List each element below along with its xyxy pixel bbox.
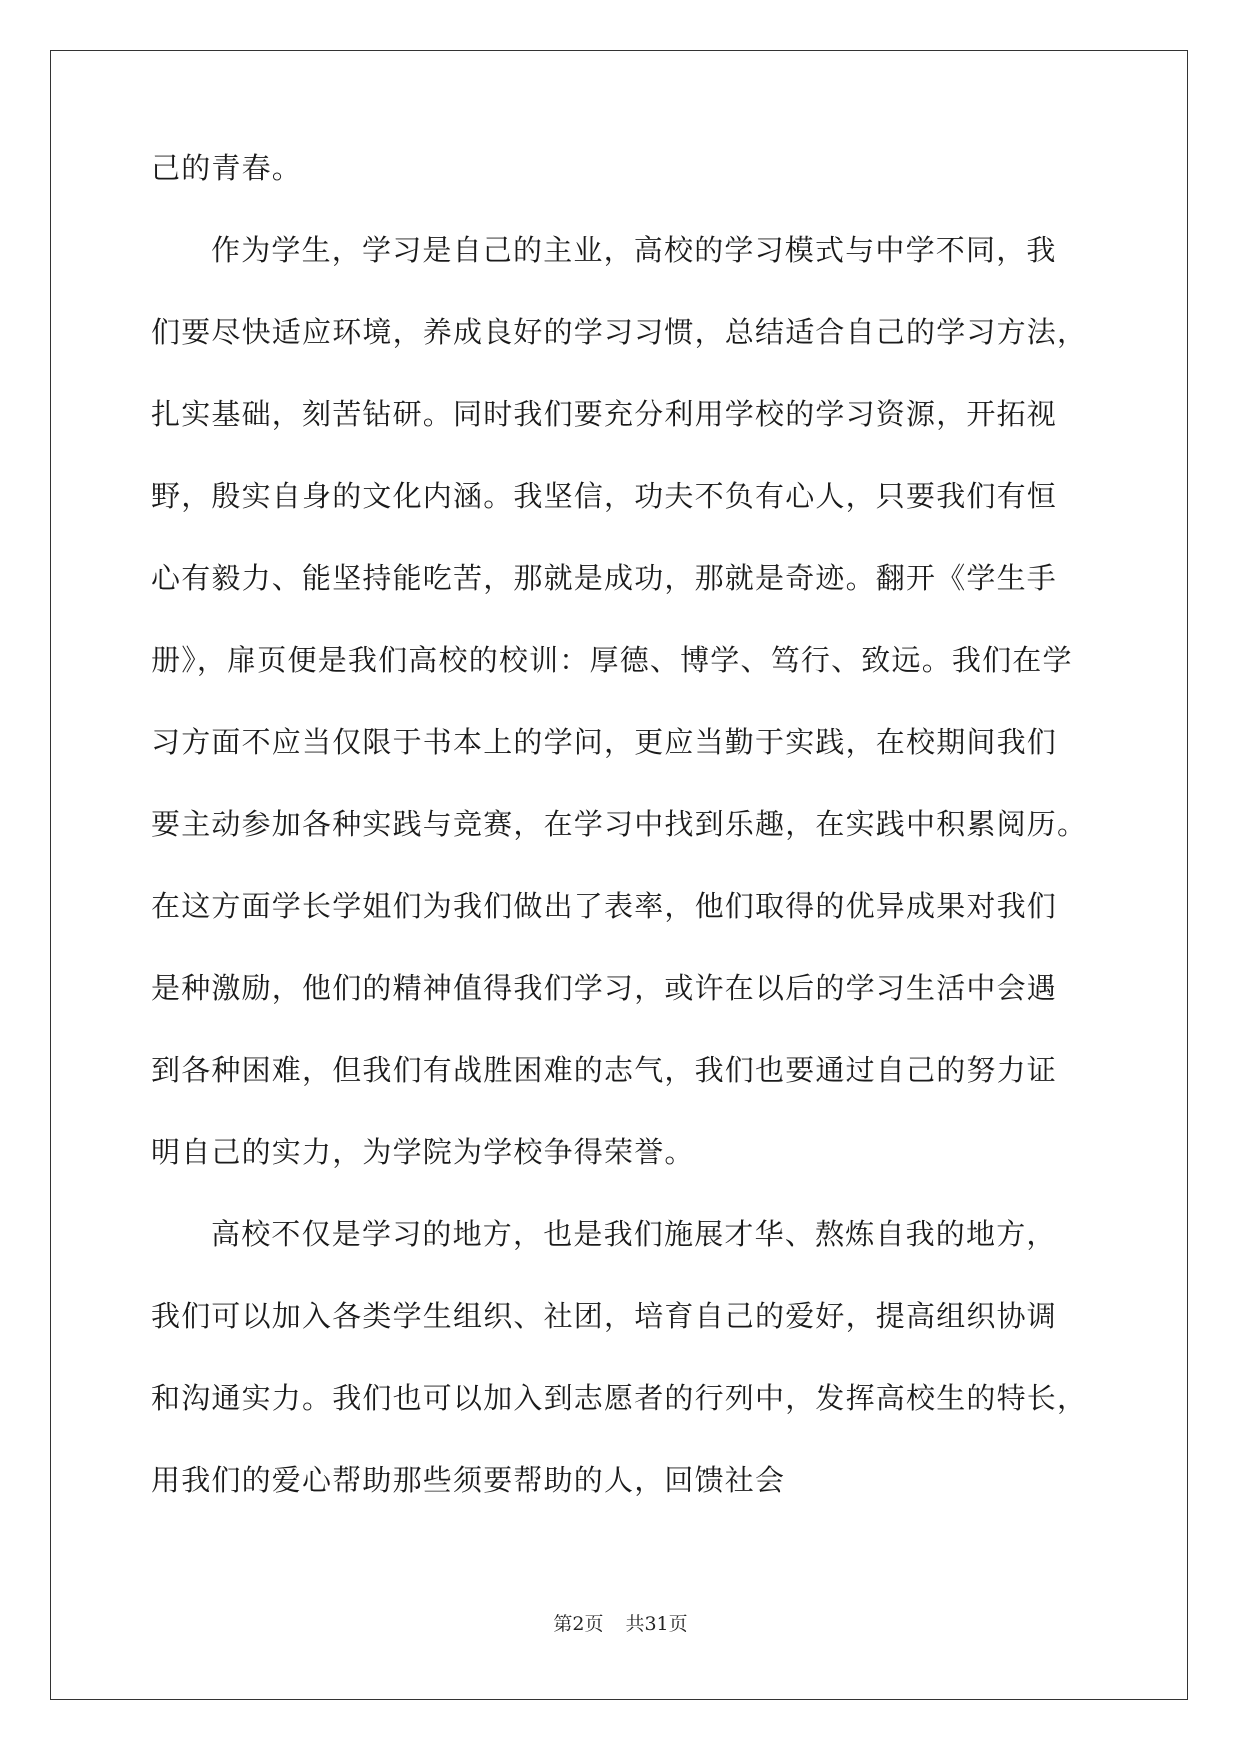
text-line: 到各种困难，但我们有战胜困难的志气，我们也要通过自己的努力证 [151,1053,1058,1087]
text-line: 我们可以加入各类学生组织、社团，培育自己的爱好，提高组织协调 [151,1299,1058,1333]
text-line: 用我们的爱心帮助那些须要帮助的人，回馈社会 [151,1463,786,1497]
page-footer [0,1609,1241,1636]
text-line: 扎实基础，刻苦钻研。同时我们要充分利用学校的学习资源，开拓视 [151,397,1058,431]
total-page-count: 共31页 [625,1613,688,1635]
text-line: 心有毅力、能坚持能吃苦，那就是成功，那就是奇迹。翻开《学生手 [151,561,1058,595]
text-line: 要主动参加各种实践与竞赛，在学习中找到乐趣，在实践中积累阅历。 [151,807,1088,841]
text-line: 和沟通实力。我们也可以加入到志愿者的行列中，发挥高校生的特长， [151,1381,1088,1415]
text-line: 明自己的实力，为学院为学校争得荣誉。 [151,1135,695,1169]
text-line: 野，殷实自身的文化内涵。我坚信，功夫不负有心人，只要我们有恒 [151,479,1058,513]
current-page-number: 第2页 [553,1613,604,1635]
text-line: 们要尽快适应环境，养成良好的学习习惯，总结适合自己的学习方法， [151,315,1088,349]
paragraph-first-line: 高校不仅是学习的地方，也是我们施展才华、熬炼自我的地方， [211,1217,1057,1251]
text-line: 册》，扉页便是我们高校的校训：厚德、博学、笃行、致远。我们在学 [151,643,1073,677]
text-line: 在这方面学长学姐们为我们做出了表率，他们取得的优异成果对我们 [151,889,1058,923]
text-line: 是种激励，他们的精神值得我们学习，或许在以后的学习生活中会遇 [151,971,1058,1005]
paragraph-first-line: 作为学生，学习是自己的主业，高校的学习模式与中学不同，我 [211,233,1057,267]
text-line: 习方面不应当仅限于书本上的学问，更应当勤于实践，在校期间我们 [151,725,1058,759]
text-line: 己的青春。 [151,151,303,185]
page-border [50,50,1188,1700]
